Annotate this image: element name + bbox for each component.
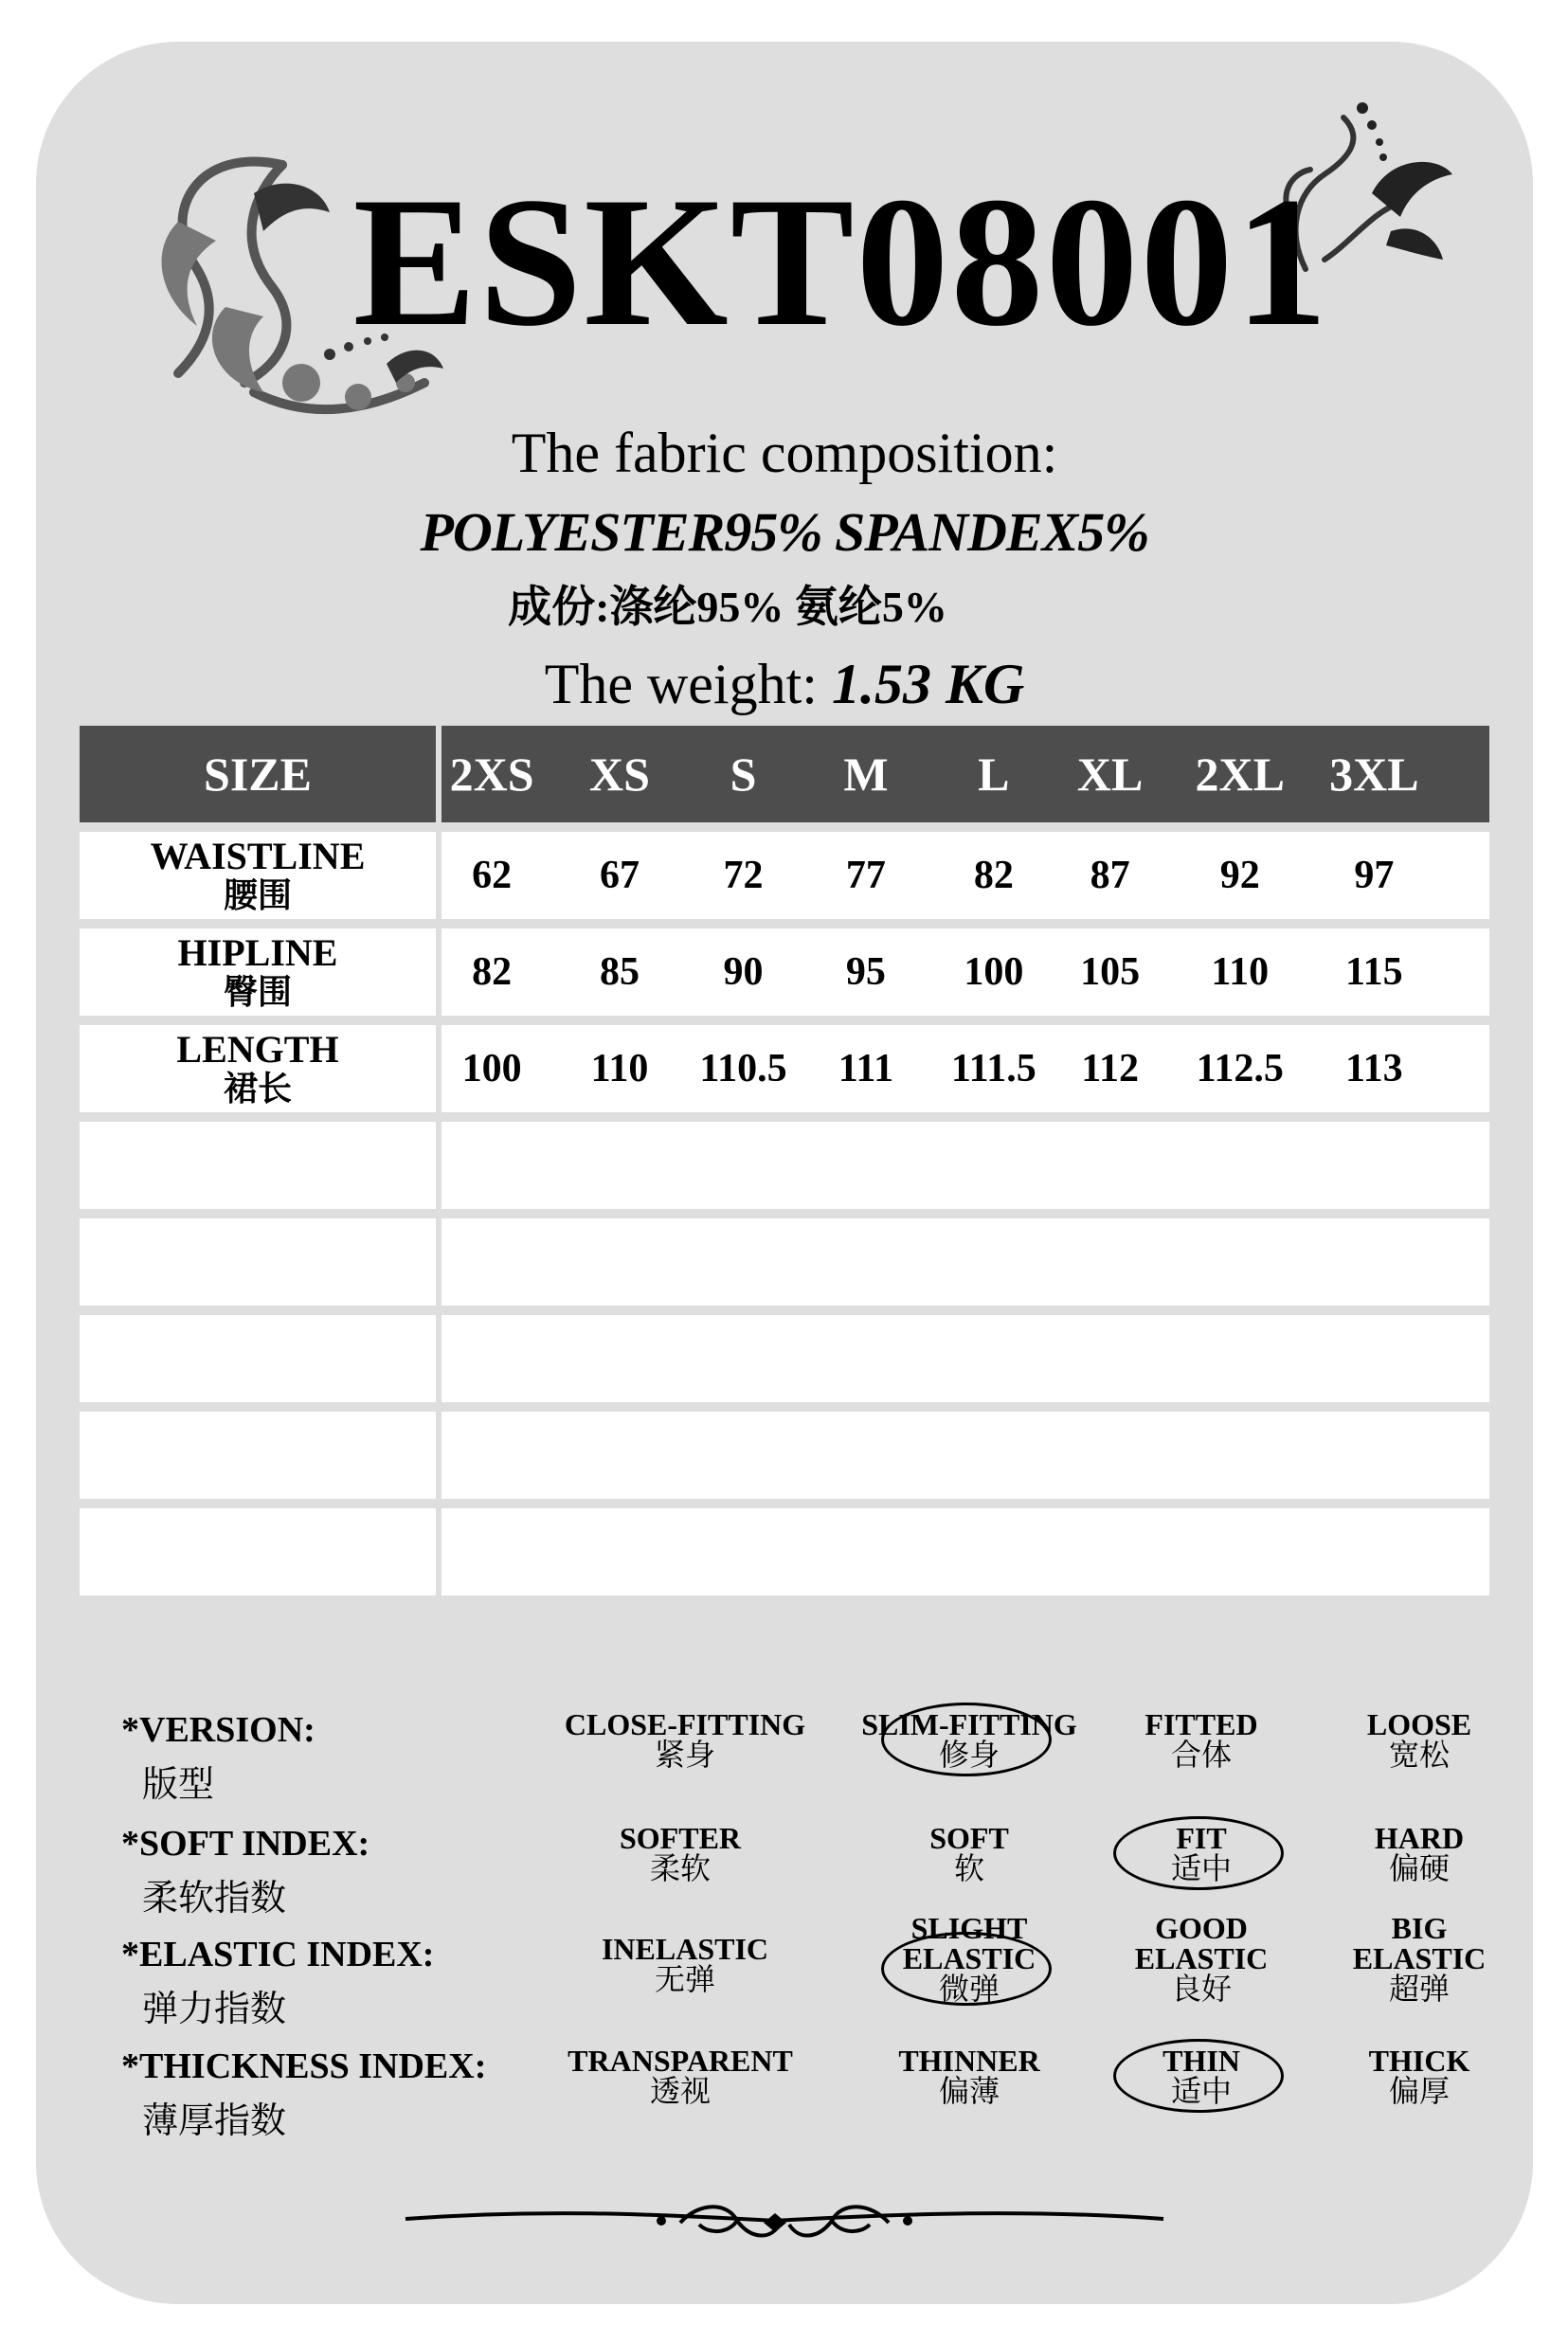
size-header-s: S [730,748,757,801]
index-label-english: *ELASTIC INDEX: [121,1935,435,1974]
table-cell: 82 [472,950,513,994]
option-fit: FIT 适中 [1069,1823,1334,1883]
size-header-label: SIZE [204,748,312,801]
size-header-m: M [843,748,889,801]
table-cell: 110.5 [699,1047,787,1090]
table-row-empty [80,1508,1489,1595]
table-row-empty [80,1315,1489,1402]
index-label-chinese: 薄厚指数 [142,2101,287,2141]
option-close-fitting: CLOSE-FITTING 紧身 [564,1707,806,1772]
size-header-xl: XL [1076,748,1144,801]
row-label [80,928,436,1016]
table-row-waistline [80,832,1489,919]
size-chart-card [36,42,1533,2304]
row-label-english: HIPLINE [177,931,338,974]
table-cell: 112 [1081,1047,1139,1090]
option-slim-fitting: SLIM-FITTING 修身 [837,1709,1102,1770]
selected-circle-icon [1113,2039,1284,2113]
table-cell: 87 [1090,854,1130,897]
table-cell: 100 [964,950,1024,994]
option-thick: THICK 偏厚 [1368,2044,1470,2108]
table-cell: 112.5 [1196,1047,1284,1090]
table-cell: 77 [845,854,886,897]
option-thinner: THINNER 偏薄 [898,2044,1040,2108]
table-row-length [80,1025,1489,1112]
size-header-cells [442,726,1489,822]
option-hard: HARD 偏硬 [1374,1821,1465,1885]
table-cell: 115 [1344,950,1403,994]
table-cell: 100 [461,1047,522,1090]
row-label-chinese: 腰围 [223,876,292,914]
table-cell: 67 [600,854,640,897]
weight-line [36,652,1533,717]
size-table [80,726,1489,1595]
index-label-chinese: 版型 [142,1765,215,1805]
fabric-composition-label: The fabric composition: [511,422,1058,484]
row-label-english: WAISTLINE [150,835,366,877]
table-cell: 82 [973,854,1014,897]
table-cell: 110 [590,1047,649,1090]
size-header-l: L [978,748,1010,801]
version-index [121,1707,1505,1805]
weight-label: The weight: [544,653,818,715]
option-transparent: TRANSPARENT 透视 [568,2044,793,2108]
selected-circle-icon [881,1703,1052,1776]
table-row-empty [80,1218,1489,1306]
row-label-english: LENGTH [176,1028,339,1071]
size-header-2xs: 2XS [449,748,534,801]
table-cell: 111.5 [950,1047,1036,1090]
index-label-chinese: 弹力指数 [142,1990,287,2029]
row-label-chinese: 裙长 [223,1070,292,1108]
fabric-composition-english: POLYESTER95% SPANDEX5% [420,501,1149,563]
row-label [80,1025,436,1112]
table-cell: 105 [1080,950,1141,994]
table-cell: 97 [1354,854,1395,897]
table-cell: 72 [723,854,764,897]
row-label [80,832,436,919]
table-cell: 95 [845,950,886,994]
size-header-xs: XS [589,748,650,801]
size-header-3xl: 3XL [1329,748,1419,801]
bottom-divider-ornament-icon [396,2192,1173,2249]
index-label-english: *VERSION: [121,1710,315,1750]
row-label-chinese: 臀围 [223,973,292,1011]
table-row-empty [80,1412,1489,1499]
option-slight-elastic: SLIGHT ELASTIC 微弹 [837,1913,1102,2004]
table-row-hipline [80,928,1489,1016]
size-table-header [80,726,1489,822]
table-cell: 111 [838,1047,894,1090]
option-thin: THIN 适中 [1069,2046,1334,2106]
table-cell: 92 [1219,854,1260,897]
table-cell: 113 [1344,1047,1403,1090]
soft-index [121,1821,1505,1919]
table-cell: 110 [1211,950,1270,994]
table-cell: 90 [723,950,764,994]
table-cell: 62 [472,854,513,897]
product-code-title: ESKT08001 [352,159,1330,365]
fabric-composition-chinese: 成份:涤纶95% 氨纶5% [508,583,947,631]
option-softer: SOFTER 柔软 [619,1821,742,1885]
table-row-empty [80,1122,1489,1209]
option-fitted: FITTED 合体 [1144,1707,1258,1772]
option-loose: LOOSE 宽松 [1366,1707,1472,1772]
index-label-english: *SOFT INDEX: [121,1824,370,1864]
option-big-elastic: BIG ELASTIC 超弹 [1352,1911,1487,2006]
thickness-index [121,2044,1505,2141]
index-label-chinese: 柔软指数 [142,1879,287,1919]
index-label-english: *THICKNESS INDEX: [121,2046,487,2086]
table-cell: 85 [600,950,640,994]
option-inelastic: INELASTIC 无弹 [601,1932,769,1996]
selected-circle-icon [881,1932,1052,2006]
size-header-2xl: 2XL [1195,748,1285,801]
option-soft: SOFT 软 [929,1821,1009,1885]
selected-circle-icon [1113,1816,1284,1890]
weight-value: 1.53 KG [831,653,1025,715]
elastic-index [121,1911,1505,2029]
option-good-elastic: GOOD ELASTIC 良好 [1134,1911,1269,2006]
